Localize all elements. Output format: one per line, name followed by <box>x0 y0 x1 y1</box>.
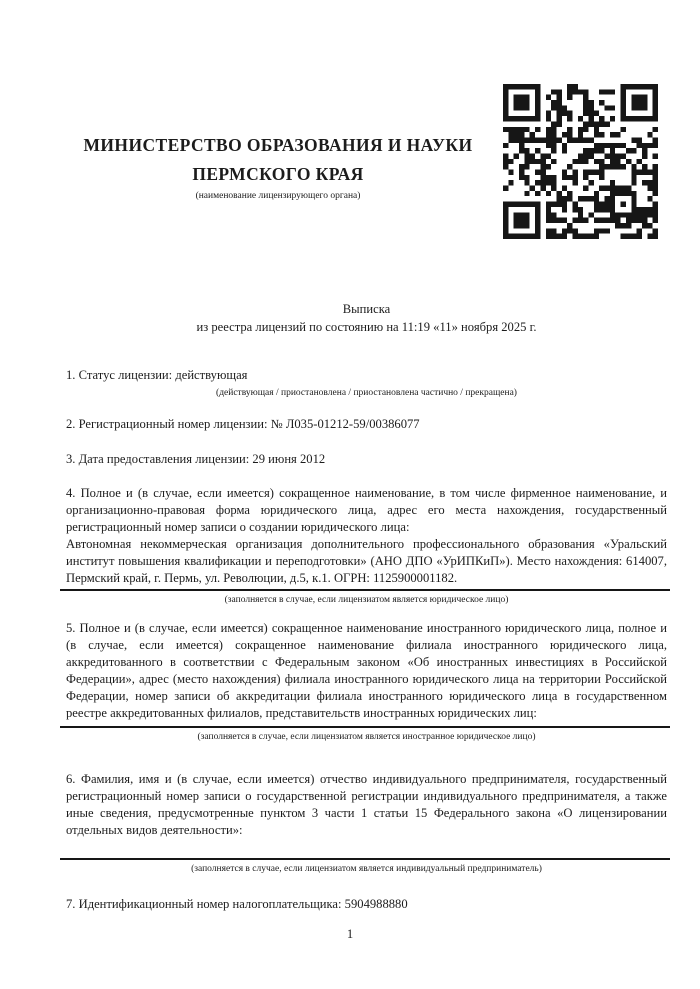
individual-entrepreneur-hint: (заполняется в случае, если лицензиатом является индивидуальный предприниматель) <box>191 864 542 874</box>
ministry-name-line1: МИНИСТЕРСТВО ОБРАЗОВАНИЯ И НАУКИ <box>83 135 473 155</box>
field-taxpayer-id <box>66 896 667 913</box>
legal-entity-hint: (заполняется в случае, если лицензиатом является юридическое лицо) <box>224 595 509 605</box>
document-title: Выписка <box>342 302 391 316</box>
qr-code-icon <box>503 84 658 239</box>
individual-entrepreneur-fill-line <box>60 858 670 860</box>
document-title-block <box>66 301 667 336</box>
ministry-name-line2: ПЕРМСКОГО КРАЯ <box>192 164 364 184</box>
document-subtitle: из реестра лицензий по состоянию на 11:19 «11» ноября 2025 г. <box>196 319 537 334</box>
legal-entity-fill-line <box>60 589 670 591</box>
legal-entity-value: Автономная некоммерческая организация дополнительного профессионального образования «Уральский институт повышения квалификации и переподготовки» (АНО ДПО «УрИПКиП»). Место нахождения: 614007, Пермский край, г. Пермь, ул. Революции, д.5, к.1. ОГРН: 1125900001182. <box>66 537 667 585</box>
ministry-name <box>66 131 490 189</box>
field-registration-number <box>66 416 667 433</box>
field-license-status <box>66 367 667 399</box>
license-status-hint: (действующая / приостановлена / приостановлена частично / прекращена) <box>216 388 517 398</box>
grant-date-text: 3. Дата предоставления лицензии: 29 июня 2012 <box>66 452 326 466</box>
field-grant-date <box>66 451 667 468</box>
licensing-authority-block <box>66 131 490 202</box>
taxpayer-id-text: 7. Идентификационный номер налогоплательщика: 5904988880 <box>66 897 408 911</box>
licensing-authority-caption: (наименование лицензирующего органа) <box>195 191 361 201</box>
registration-number-text: 2. Регистрационный номер лицензии: № Л035-01212-59/00386077 <box>66 417 420 431</box>
individual-entrepreneur-question: 6. Фамилия, имя и (в случае, если имеется) отчество индивидуального предпринимателя, государственный регистрационный номер записи о государственной регистрации индивидуального предпринимателя, а также иные сведения, предусмотренные пунктом 3 части 1 статьи 15 Федерального закона «О лицензировании отдельных видов деятельности»: <box>66 772 667 837</box>
field-legal-entity <box>66 485 667 606</box>
page-number: 1 <box>346 927 354 941</box>
field-foreign-entity <box>66 620 667 743</box>
foreign-entity-fill-line <box>60 726 670 728</box>
foreign-entity-question: 5. Полное и (в случае, если имеется) сокращенное наименование иностранного юридического лица, полное и (в случае, если имеется) сокращенное наименование филиала иностранного юридического лица, аккредитованного в соответствии с Федеральным законом «Об иностранных инвестициях в Российской Федерации», адрес (место нахождения) филиала иностранного юридического лица на территории Российской Федерации, номер записи об аккредитации филиала иностранного юридического лица в государственном реестре аккредитованных филиалов, представительств иностранных юридических лиц: <box>66 621 667 720</box>
license-status-text: 1. Статус лицензии: действующая <box>66 368 248 382</box>
foreign-entity-hint: (заполняется в случае, если лицензиатом является иностранное юридическое лицо) <box>197 732 536 742</box>
field-individual-entrepreneur <box>66 771 667 875</box>
legal-entity-question: 4. Полное и (в случае, если имеется) сокращенное наименование, в том числе фирменное наименование, и организационно-правовая форма юридического лица, адрес его места нахождения, государственный регистрационный номер записи о создании юридического лица: <box>66 486 667 534</box>
